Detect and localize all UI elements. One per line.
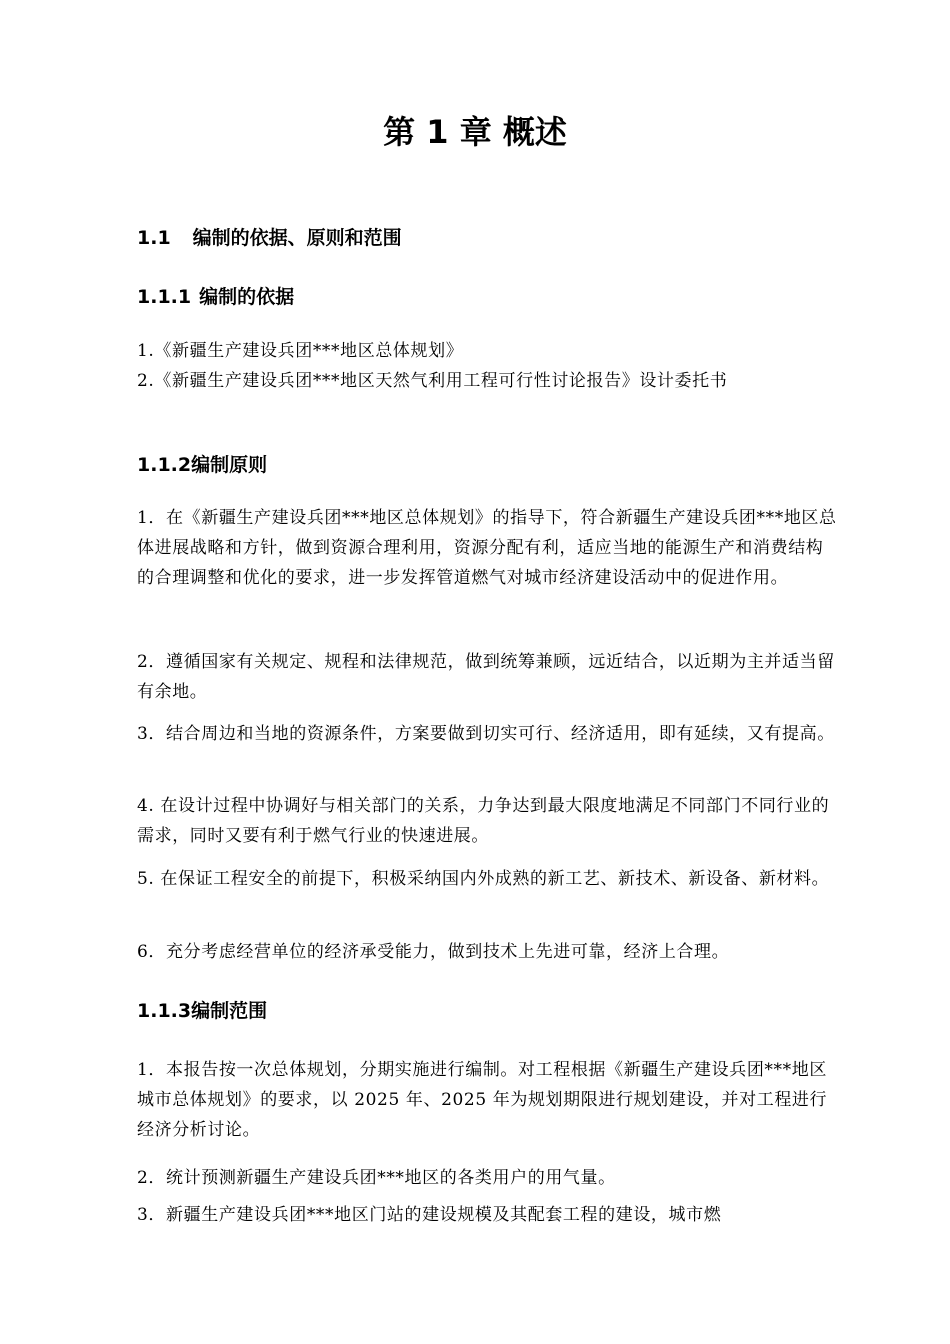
section-number: 1.1.3 — [137, 1000, 192, 1022]
chapter-title: 第 1 章 概述 — [383, 113, 567, 151]
principle-item-2: 2．遵循国家有关规定、规程和法律规范，做到统筹兼顾，远近结合，以近期为主并适当留有余地。 — [137, 652, 835, 702]
scope-item-3: 3．新疆生产建设兵团***地区门站的建设规模及其配套工程的建设，城市燃 — [137, 1205, 722, 1225]
basis-item-2: 2.《新疆生产建设兵团***地区天然气利用工程可行性讨论报告》设计委托书 — [137, 371, 728, 391]
section-title: 编制的依据 — [199, 286, 295, 308]
section-number: 1.1 — [137, 227, 171, 249]
principle-item-4: 4. 在设计过程中协调好与相关部门的关系，力争达到最大限度地满足不同部门不同行业的需求，同时又要有利于燃气行业的快速进展。 — [137, 796, 830, 846]
section-title: 编制原则 — [191, 454, 268, 476]
basis-item-1: 1.《新疆生产建设兵团***地区总体规划》 — [137, 341, 464, 361]
scope-item-2: 2．统计预测新疆生产建设兵团***地区的各类用户的用气量。 — [137, 1168, 616, 1188]
section-title: 编制的依据、原则和范围 — [192, 227, 402, 249]
scope-item-1: 1．本报告按一次总体规划，分期实施进行编制。对工程根据《新疆生产建设兵团***地区城市总体规划》的要求，以 2025 年、2025 年为规划期限进行规划建设，并对工程进行经济分析讨论。 — [137, 1060, 828, 1140]
principle-item-5: 5. 在保证工程安全的前提下，积极采纳国内外成熟的新工艺、新技术、新设备、新材料。 — [137, 869, 830, 889]
section-title: 编制范围 — [191, 1000, 268, 1022]
section-number: 1.1.2 — [137, 454, 192, 476]
principle-item-3: 3．结合周边和当地的资源条件，方案要做到切实可行、经济适用，即有延续，又有提高。 — [137, 724, 835, 744]
section-heading-1-1 — [137, 224, 402, 252]
principle-item-6: 6．充分考虑经营单位的经济承受能力，做到技术上先进可靠，经济上合理。 — [137, 942, 730, 962]
section-heading-1-1-3 — [137, 997, 267, 1025]
principle-item-1: 1．在《新疆生产建设兵团***地区总体规划》的指导下，符合新疆生产建设兵团***地区总体进展战略和方针，做到资源合理利用，资源分配有利，适应当地的能源生产和消费结构的合理调整和优化的要求，进一步发挥管道燃气对城市经济建设活动中的促进作用。 — [137, 508, 837, 588]
section-heading-1-1-1 — [137, 283, 294, 311]
section-heading-1-1-2 — [137, 451, 267, 479]
section-number: 1.1.1 — [137, 286, 192, 308]
